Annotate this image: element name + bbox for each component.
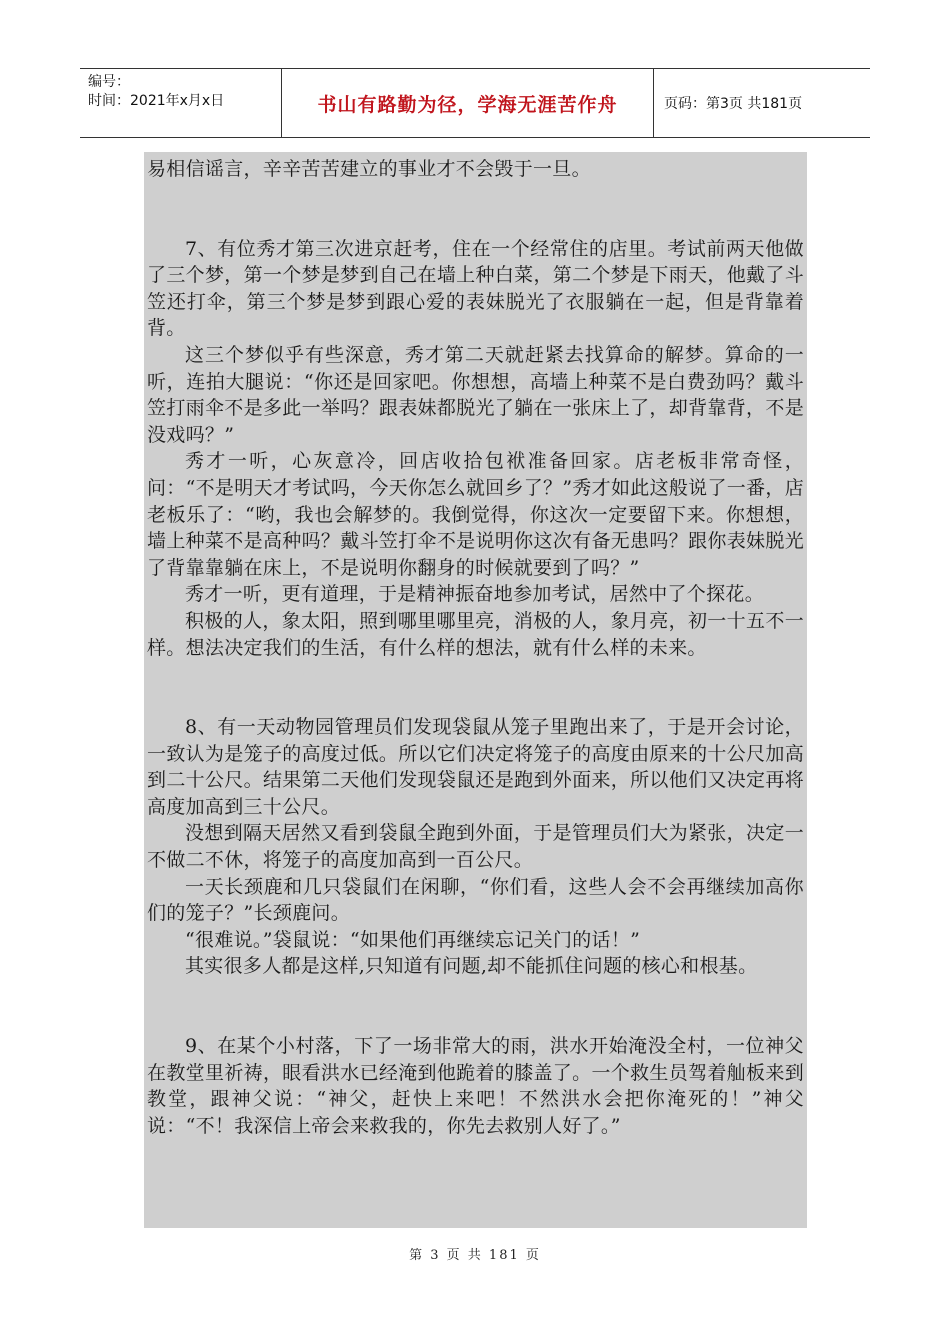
paragraph: 积极的人，象太阳，照到哪里哪里亮，消极的人，象月亮，初一十五不一样。想法决定我们的生活，有什么样的想法，就有什么样的未来。 <box>147 609 804 659</box>
paragraph-spacer <box>147 980 804 1033</box>
paragraph-spacer <box>147 183 804 236</box>
paragraph: “很难说。”袋鼠说：“如果他们再继续忘记关门的话！” <box>185 928 641 951</box>
page-header <box>80 68 870 138</box>
paragraph: 秀才一听，心灰意冷，回店收拾包袱准备回家。店老板非常奇怪，问：“不是明天才考试吗，今天你怎么就回乡了？”秀才如此这般说了一番，店老板乐了：“哟，我也会解梦的。我倒觉得，你这次一定要留下来。你想想，墙上种菜不是高种吗？戴斗笠打伞不是说明你这次有备无患吗？跟你表妹脱光了背靠靠躺在床上，不是说明你翻身的时候就要到了吗？” <box>147 450 804 579</box>
paragraph: 8、有一天动物园管理员们发现袋鼠从笼子里跑出来了，于是开会讨论，一致认为是笼子的高度过低。所以它们决定将笼子的高度由原来的十公尺加高到二十公尺。结果第二天他们发现袋鼠还是跑到外面来，所以他们又决定再将高度加高到三十公尺。 <box>147 716 804 818</box>
paragraph: 9、在某个小村落，下了一场非常大的雨，洪水开始淹没全村，一位神父在教堂里祈祷，眼看洪水已经淹到他跪着的膝盖了。一个救生员驾着舢板来到教堂，跟神父说：“神父，赶快上来吧！不然洪水会把你淹死的！”神父说：“不！我深信上帝会来救我的，你先去救别人好了。” <box>147 1035 804 1137</box>
paragraph: 这三个梦似乎有些深意，秀才第二天就赶紧去找算命的解梦。算命的一听，连拍大腿说：“你还是回家吧。你想想，高墙上种菜不是白费劲吗？戴斗笠打雨伞不是多此一举吗？跟表妹都脱光了躺在一张床上了，却背靠背，不是没戏吗？” <box>147 343 804 446</box>
page-footer: 第 3 页 共 181 页 <box>409 1248 541 1263</box>
document-number-label: 编号： <box>88 74 130 90</box>
header-page-info: 页码：第3页 共181页 <box>664 96 803 112</box>
header-meta <box>80 69 282 137</box>
paragraph: 没想到隔天居然又看到袋鼠全跑到外面，于是管理员们大为紧张，决定一不做二不休，将笼子的高度加高到一百公尺。 <box>147 822 804 872</box>
paragraph: 7、有位秀才第三次进京赶考，住在一个经常住的店里。考试前两天他做了三个梦，第一个梦是梦到自己在墙上种白菜，第二个梦是下雨天，他戴了斗笠还打伞，第三个梦是梦到跟心爱的表妹脱光了衣服躺在一起，但是背靠着背。 <box>147 237 804 340</box>
document-body <box>144 152 807 1228</box>
paragraph: 一天长颈鹿和几只袋鼠们在闲聊，“你们看，这些人会不会再继续加高你们的笼子？”长颈鹿问。 <box>147 875 804 925</box>
document-date-label: 时间：2021年x月x日 <box>88 93 225 109</box>
paragraph: 其实很多人都是这样,只知道有问题,却不能抓住问题的核心和根基。 <box>185 955 758 978</box>
header-motto: 书山有路勤为径，学海无涯苦作舟 <box>282 69 654 137</box>
paragraph-spacer <box>147 661 804 714</box>
paragraph: 秀才一听，更有道理，于是精神振奋地参加考试，居然中了个探花。 <box>185 583 765 606</box>
paragraph: 易相信谣言，辛辛苦苦建立的事业才不会毁于一旦。 <box>147 158 591 180</box>
